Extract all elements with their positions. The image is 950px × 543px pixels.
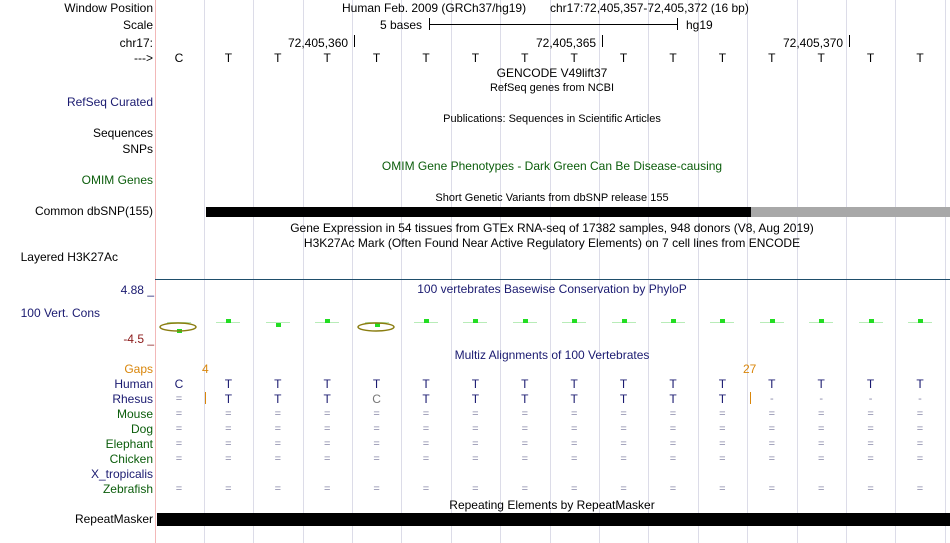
- alignment-base: =: [175, 438, 183, 450]
- chrom-label: chr17:: [119, 36, 153, 50]
- cons-value-mark: [819, 319, 824, 323]
- omim-label[interactable]: OMIM Genes: [81, 173, 153, 187]
- alignment-base: =: [719, 438, 726, 450]
- alignment-base: =: [867, 483, 874, 495]
- alignment-base: =: [422, 483, 430, 495]
- alignment-base: =: [719, 453, 726, 465]
- species-label[interactable]: Human: [114, 377, 153, 391]
- species-label[interactable]: Dog: [130, 422, 153, 436]
- base-grid-line: [352, 0, 353, 543]
- cons-label[interactable]: 100 Vert. Cons: [20, 306, 100, 320]
- sequence-base: T: [669, 51, 677, 65]
- alignment-base: =: [867, 453, 874, 465]
- alignment-base: =: [323, 453, 331, 465]
- cons-value-mark: [276, 323, 281, 327]
- gap-count-right: 27: [743, 362, 757, 376]
- alignment-base: =: [323, 423, 331, 435]
- alignment-base: T: [718, 392, 727, 406]
- cons-value-mark: [770, 319, 775, 323]
- cons-min-label: -4.5 _: [123, 332, 154, 346]
- cons-value-mark: [671, 319, 676, 323]
- alignment-base: =: [817, 438, 825, 450]
- alignment-base: =: [768, 438, 776, 450]
- species-label[interactable]: Zebrafish: [102, 482, 153, 496]
- alignment-base: =: [916, 408, 924, 420]
- gencode-title[interactable]: GENCODE V49lift37: [496, 66, 608, 80]
- refseq-subtitle[interactable]: RefSeq genes from NCBI: [489, 82, 615, 94]
- alignment-base: T: [669, 377, 677, 391]
- alignment-base: -: [868, 393, 873, 405]
- alignment-base: =: [323, 438, 331, 450]
- gaps-label: Gaps: [124, 362, 153, 376]
- coord-label-3: 72,405,370: [783, 36, 844, 50]
- alignment-base: =: [521, 483, 529, 495]
- sequence-base: T: [866, 51, 875, 65]
- cons-value-mark: [720, 319, 725, 323]
- sequence-base: T: [817, 51, 825, 65]
- alignment-base: =: [768, 408, 776, 420]
- base-grid-line: [648, 0, 649, 543]
- cons-value-mark: [869, 319, 874, 323]
- sequence-base: T: [916, 51, 924, 65]
- cons-value-mark: [325, 319, 330, 323]
- alignment-base: T: [274, 377, 282, 391]
- alignment-base: T: [619, 392, 628, 406]
- cons-value-mark: [622, 319, 627, 323]
- base-grid-line: [895, 0, 896, 543]
- scale-text: 5 bases: [380, 18, 423, 32]
- alignment-base: T: [224, 377, 233, 391]
- alignment-base: T: [422, 377, 430, 391]
- alignment-base: T: [916, 377, 924, 391]
- alignment-base: =: [373, 438, 380, 450]
- base-grid-line: [204, 0, 205, 543]
- cons-value-mark: [424, 319, 429, 323]
- position-text[interactable]: chr17:72,405,357-72,405,372 (16 bp): [550, 1, 749, 15]
- alignment-base: T: [274, 392, 282, 406]
- alignment-base: =: [817, 423, 825, 435]
- alignment-base: =: [373, 483, 380, 495]
- scale-label: Scale: [122, 18, 153, 32]
- alignment-base: -: [769, 393, 774, 405]
- alignment-base: =: [669, 438, 677, 450]
- alignment-base: T: [521, 392, 529, 406]
- alignment-base: =: [620, 483, 627, 495]
- alignment-base: =: [719, 408, 726, 420]
- alignment-base: =: [817, 453, 825, 465]
- coord-label-2: 72,405,365: [536, 36, 597, 50]
- alignment-base: =: [768, 423, 776, 435]
- dbsnp-feature-bar[interactable]: [206, 207, 751, 217]
- alignment-base: =: [175, 453, 183, 465]
- alignment-base: T: [718, 377, 727, 391]
- scale-bar: [429, 24, 677, 25]
- alignment-base: =: [719, 423, 726, 435]
- alignment-base: =: [817, 483, 825, 495]
- alignment-base: =: [323, 408, 331, 420]
- alignment-base: =: [620, 438, 627, 450]
- alignment-base: T: [471, 392, 480, 406]
- alignment-base: T: [619, 377, 628, 391]
- gap-marker-right: [750, 392, 751, 404]
- alignment-base: =: [669, 423, 677, 435]
- sequences-label[interactable]: Sequences: [92, 126, 153, 140]
- coord-tick-1: [354, 35, 355, 47]
- alignment-base: =: [472, 453, 479, 465]
- cons-value-mark: [226, 319, 231, 323]
- alignment-base: =: [669, 453, 677, 465]
- window-position-label: Window Position: [64, 1, 153, 15]
- snps-label[interactable]: SNPs: [122, 142, 153, 156]
- alignment-base: =: [225, 423, 232, 435]
- sequence-base: T: [372, 51, 381, 65]
- alignment-base: =: [225, 408, 232, 420]
- alignment-base: =: [867, 408, 874, 420]
- alignment-base: =: [472, 423, 479, 435]
- alignment-base: -: [918, 393, 922, 405]
- alignment-base: =: [373, 453, 380, 465]
- sequence-base: T: [422, 51, 430, 65]
- alignment-base: -: [819, 393, 824, 405]
- gtex-title[interactable]: Gene Expression in 54 tissues from GTEx RNA-seq of 17382 samples, 948 donors (V8, Aug 2019): [290, 221, 814, 235]
- sequence-base: T: [570, 51, 578, 65]
- sequence-base: T: [274, 51, 282, 65]
- alignment-base: =: [225, 438, 232, 450]
- gap-marker-left: [205, 392, 206, 404]
- alignment-base: =: [472, 438, 479, 450]
- base-grid-line: [945, 0, 946, 543]
- alignment-base: T: [372, 377, 381, 391]
- coord-label-1: 72,405,360: [288, 36, 349, 50]
- alignment-base: =: [175, 393, 183, 405]
- alignment-base: =: [225, 483, 232, 495]
- alignment-base: T: [224, 392, 233, 406]
- alignment-base: =: [916, 423, 924, 435]
- alignment-base: T: [323, 377, 331, 391]
- alignment-base: =: [916, 483, 924, 495]
- dbsnp-label[interactable]: Common dbSNP(155): [34, 204, 153, 218]
- alignment-base: =: [570, 438, 578, 450]
- sequence-base: T: [718, 51, 727, 65]
- alignment-base: =: [472, 408, 479, 420]
- cons-value-mark: [523, 319, 528, 323]
- alignment-base: =: [570, 483, 578, 495]
- base-grid-line: [253, 0, 254, 543]
- refseq-label[interactable]: RefSeq Curated: [66, 95, 153, 109]
- alignment-base: =: [916, 438, 924, 450]
- species-label[interactable]: X_tropicalis: [90, 467, 153, 481]
- alignment-base: =: [669, 408, 677, 420]
- cons-value-mark: [918, 319, 923, 323]
- alignment-base: =: [323, 483, 331, 495]
- base-grid-line: [303, 0, 304, 543]
- species-label[interactable]: Rhesus: [112, 392, 153, 406]
- cons-value-mark: [375, 323, 380, 327]
- alignment-base: =: [768, 453, 776, 465]
- alignment-base: =: [620, 453, 627, 465]
- coord-tick-3: [849, 35, 850, 47]
- alignment-base: =: [521, 408, 529, 420]
- alignment-base: =: [274, 453, 282, 465]
- sequence-base: T: [323, 51, 331, 65]
- alignment-base: =: [274, 438, 282, 450]
- repeat-title[interactable]: Repeating Elements by RepeatMasker: [449, 498, 655, 512]
- alignment-base: =: [620, 408, 627, 420]
- sequence-base: C: [174, 51, 184, 65]
- base-grid-line: [846, 0, 847, 543]
- sequence-base: T: [521, 51, 529, 65]
- repeat-label[interactable]: RepeatMasker: [74, 512, 153, 526]
- cons-value-mark: [177, 329, 182, 333]
- species-label[interactable]: Elephant: [105, 437, 153, 451]
- alignment-base: T: [471, 377, 480, 391]
- alignment-base: =: [719, 483, 726, 495]
- alignment-base: =: [620, 423, 627, 435]
- cons-baseline-dash: [167, 322, 191, 323]
- alignment-base: =: [373, 423, 380, 435]
- alignment-base: =: [422, 453, 430, 465]
- dbsnp-feature-bar-gray[interactable]: [751, 207, 950, 217]
- alignment-base: =: [274, 423, 282, 435]
- alignment-base: =: [867, 423, 874, 435]
- base-grid-line: [401, 0, 402, 543]
- cons-value-mark: [572, 319, 577, 323]
- sequence-base: T: [471, 51, 480, 65]
- base-grid-line: [747, 0, 748, 543]
- alignment-base: =: [422, 438, 430, 450]
- assembly-text[interactable]: Human Feb. 2009 (GRCh37/hg19): [342, 1, 527, 15]
- alignment-base: T: [768, 377, 776, 391]
- alignment-base: =: [422, 408, 430, 420]
- alignment-base: =: [175, 483, 183, 495]
- base-grid-line: [698, 0, 699, 543]
- scale-bar-left-tick: [429, 18, 430, 30]
- sequence-base: T: [619, 51, 628, 65]
- alignment-base: T: [669, 392, 677, 406]
- alignment-base: T: [422, 392, 430, 406]
- alignment-base: =: [570, 408, 578, 420]
- scale-bar-right-tick: [677, 18, 678, 30]
- alignment-base: C: [372, 392, 381, 406]
- phylop-title[interactable]: 100 vertebrates Basewise Conservation by PhyloP: [417, 282, 687, 296]
- species-label[interactable]: Mouse: [116, 407, 153, 421]
- omim-title[interactable]: OMIM Gene Phenotypes - Dark Green Can Be Disease-causing: [381, 159, 723, 173]
- alignment-base: =: [274, 483, 282, 495]
- species-label[interactable]: Chicken: [109, 452, 153, 466]
- alignment-base: =: [768, 483, 776, 495]
- repeat-feature-bar[interactable]: [157, 513, 950, 526]
- base-grid-line: [797, 0, 798, 543]
- cons-value-mark: [473, 319, 478, 323]
- alignment-base: T: [570, 392, 578, 406]
- alignment-base: =: [472, 483, 479, 495]
- base-grid-line: [451, 0, 452, 543]
- alignment-base: =: [175, 423, 183, 435]
- alignment-base: =: [817, 408, 825, 420]
- alignment-base: =: [521, 438, 529, 450]
- h3k27-title[interactable]: H3K27Ac Mark (Often Found Near Active Regulatory Elements) on 7 cell lines from ENCODE: [303, 236, 801, 250]
- alignment-base: =: [867, 438, 874, 450]
- alignment-base: =: [570, 453, 578, 465]
- alignment-base: =: [175, 408, 183, 420]
- multiz-title[interactable]: Multiz Alignments of 100 Vertebrates: [454, 348, 650, 362]
- track-divider: [155, 279, 950, 280]
- h3k27-label[interactable]: Layered H3K27Ac: [20, 250, 118, 264]
- alignment-base: =: [669, 483, 677, 495]
- dbsnp-title[interactable]: Short Genetic Variants from dbSNP release 155: [435, 192, 669, 204]
- alignment-base: C: [174, 377, 184, 391]
- alignment-base: =: [274, 408, 282, 420]
- alignment-base: =: [225, 453, 232, 465]
- alignment-base: =: [373, 408, 380, 420]
- alignment-base: T: [323, 392, 331, 406]
- strand-label: --->: [134, 51, 153, 65]
- coord-tick-2: [602, 35, 603, 47]
- alignment-base: T: [866, 377, 875, 391]
- cons-max-label: 4.88 _: [120, 283, 154, 297]
- scale-db: hg19: [686, 18, 713, 32]
- alignment-base: =: [422, 423, 430, 435]
- alignment-base: =: [521, 453, 529, 465]
- alignment-base: T: [521, 377, 529, 391]
- alignment-base: =: [916, 453, 924, 465]
- alignment-base: T: [817, 377, 825, 391]
- alignment-base: =: [521, 423, 529, 435]
- alignment-base: T: [570, 377, 578, 391]
- sequence-base: T: [768, 51, 776, 65]
- publications-title[interactable]: Publications: Sequences in Scientific Articles: [443, 113, 661, 125]
- sequence-base: T: [224, 51, 233, 65]
- alignment-base: =: [570, 423, 578, 435]
- gap-count-left: 4: [202, 362, 209, 376]
- left-border-line: [155, 0, 156, 543]
